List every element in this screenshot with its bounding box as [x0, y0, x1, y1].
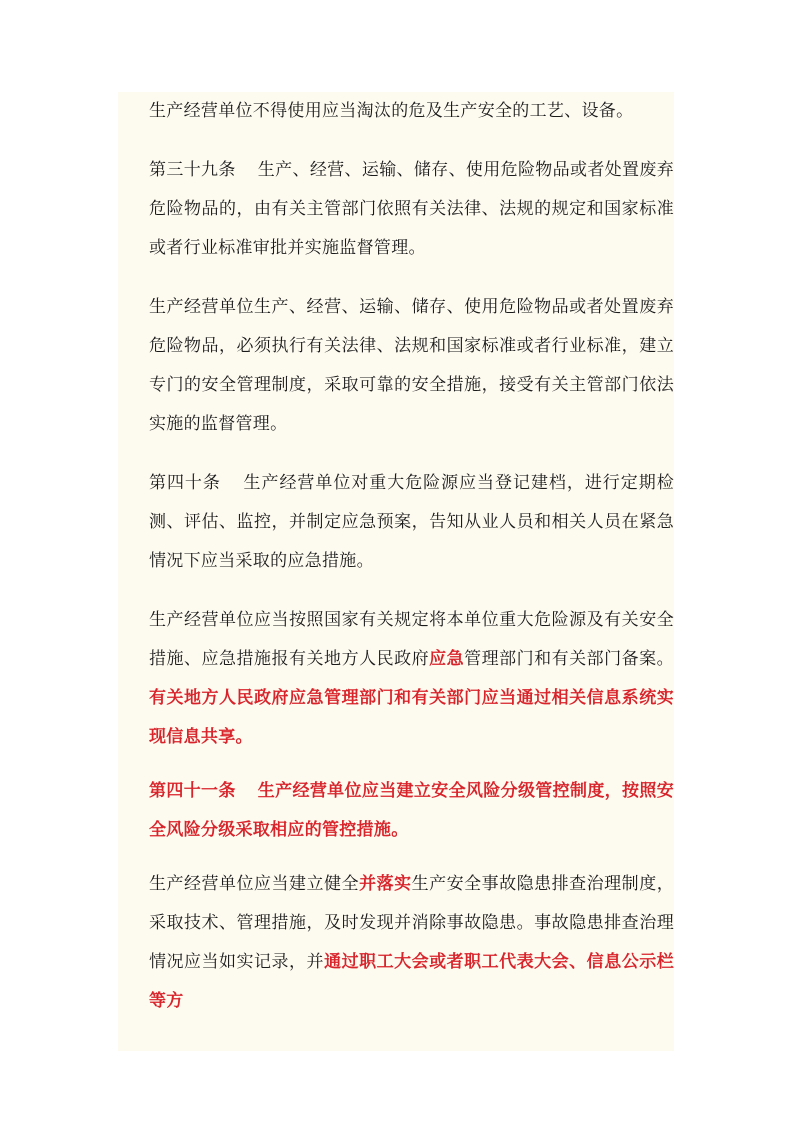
paragraph-text: 生产、经营、运输、储存、使用危险物品或者处置废弃危险物品的，由有关主管部门依照有关法律、法规的规定和国家标准或者行业标准审批并实施监督管理。 — [149, 160, 675, 258]
paragraph-2 — [118, 151, 674, 268]
article-heading: 第四十条 — [149, 473, 221, 493]
highlighted-text: 应急 — [429, 649, 465, 669]
highlighted-text: 通过职工大会或者职工代表大会、信息公示栏等方 — [149, 952, 675, 1011]
highlighted-text: 有关地方人民政府应急管理部门和有关部门应当通过相关信息系统实现信息共享。 — [149, 688, 674, 747]
document-body — [118, 92, 674, 1051]
paragraph-1 — [118, 92, 674, 131]
paragraph-5 — [118, 601, 674, 757]
paragraph-text: 管理部门和有关部门备案。 — [464, 649, 674, 669]
paragraph-text: 生产经营单位对重大危险源应当登记建档，进行定期检测、评估、监控，并制定应急预案，告知从业人员和相关人员在紧急情况下应当采取的应急措施。 — [149, 473, 674, 571]
article-heading: 第四十一条 — [149, 781, 236, 801]
paragraph-3 — [118, 288, 674, 444]
paragraph-text: 生产经营单位不得使用应当淘汰的危及生产安全的工艺、设备。 — [149, 101, 634, 121]
paragraph-4 — [118, 464, 674, 581]
highlighted-text: 并落实 — [359, 874, 412, 894]
paragraph-text: 生产经营单位应当建立健全 — [149, 874, 360, 894]
article-heading: 第三十九条 — [149, 160, 236, 180]
paragraph-text: 生产经营单位生产、经营、运输、储存、使用危险物品或者处置废弃危险物品，必须执行有关法律、法规和国家标准或者行业标准，建立专门的安全管理制度，采取可靠的安全措施，接受有关主管部门依法实施的监督管理。 — [149, 297, 674, 434]
paragraph-text: 生产安全事故隐患排查治理制度，采取技术、管理措施，及时发现并消除事故隐患。事故隐患排查治理情况应当如实记录，并 — [149, 874, 674, 972]
paragraph-6 — [118, 772, 674, 850]
paragraph-7 — [118, 865, 674, 1021]
highlighted-text: 生产经营单位应当建立安全风险分级管控制度，按照安全风险分级采取相应的管控措施。 — [149, 781, 675, 840]
paragraph-text: 生产经营单位应当按照国家有关规定将本单位重大危险源及有关安全措施、应急措施报有关地方人民政府 — [149, 610, 674, 669]
